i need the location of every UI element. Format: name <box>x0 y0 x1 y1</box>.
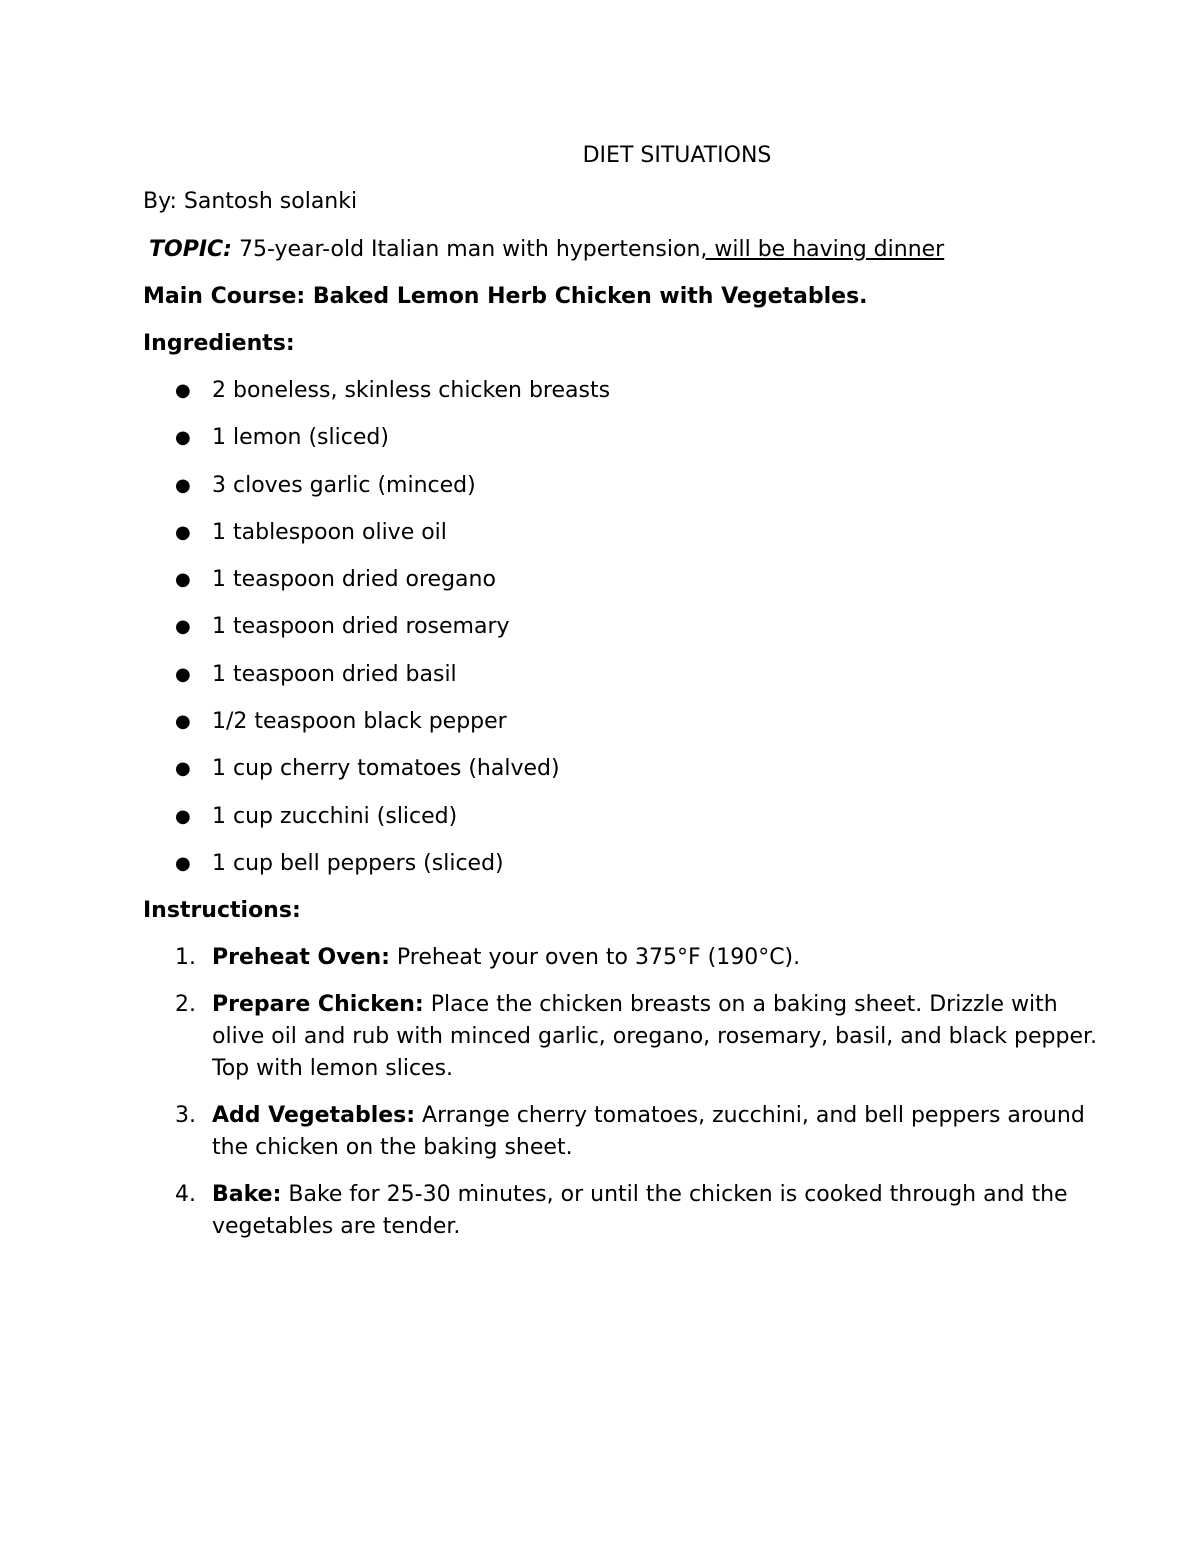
author-line: By: Santosh solanki <box>143 189 358 214</box>
topic-line <box>149 234 944 266</box>
topic-underlined-text: , will be having dinner <box>700 237 945 262</box>
bullet-icon: ● <box>175 521 191 543</box>
bullet-icon: ● <box>175 711 191 733</box>
ingredient-item <box>0 422 610 469</box>
step-number: 1. <box>175 945 196 970</box>
topic-label: TOPIC: <box>149 237 232 262</box>
ingredient-text: 1 cup bell peppers (sliced) <box>212 850 504 876</box>
step-label: Preheat Oven: <box>212 945 390 970</box>
ingredient-item <box>0 375 610 422</box>
instructions-list <box>0 942 1100 1258</box>
ingredient-item <box>0 848 610 895</box>
ingredient-text: 1 tablespoon olive oil <box>212 519 447 545</box>
step-label: Bake: <box>212 1182 282 1207</box>
ingredient-text: 1 teaspoon dried basil <box>212 661 457 687</box>
instructions-heading: Instructions: <box>143 898 301 923</box>
topic-text: 75-year-old Italian man with hypertension <box>231 237 701 262</box>
bullet-icon: ● <box>175 474 191 496</box>
ingredient-item <box>0 611 610 658</box>
ingredient-text: 1 cup cherry tomatoes (halved) <box>212 756 560 782</box>
ingredient-text: 1 teaspoon dried oregano <box>212 567 496 593</box>
step-text: Bake for 25-30 minutes, or until the chicken is cooked through and the vegetables are tender. <box>212 1182 1068 1239</box>
instruction-step <box>0 942 1100 974</box>
main-course-heading: Main Course: Baked Lemon Herb Chicken with Vegetables. <box>143 284 868 309</box>
bullet-icon: ● <box>175 380 191 401</box>
step-text: Place the chicken breasts on a baking sheet. Drizzle with olive oil and rub with minced garlic, oregano, rosemary, basil, and black pepper. Top with lemon slices. <box>212 992 1098 1081</box>
ingredient-item <box>0 706 610 753</box>
ingredient-text: 2 boneless, skinless chicken breasts <box>212 378 611 403</box>
step-text: Preheat your oven to 375°F (190°C). <box>389 945 801 970</box>
ingredient-text: 1 teaspoon dried rosemary <box>212 614 510 640</box>
instruction-step <box>0 1179 1100 1243</box>
ingredient-item <box>0 564 610 611</box>
step-label: Prepare Chicken: <box>212 992 424 1017</box>
step-number: 3. <box>175 1103 196 1128</box>
ingredient-text: 1 cup zucchini (sliced) <box>212 803 458 829</box>
instruction-step <box>0 1100 1100 1164</box>
document-title: DIET SITUATIONS <box>582 143 772 168</box>
ingredient-item <box>0 801 610 848</box>
ingredients-heading: Ingredients: <box>143 331 295 356</box>
ingredient-text: 1/2 teaspoon black pepper <box>212 709 507 735</box>
ingredient-item <box>0 753 610 800</box>
ingredient-item <box>0 470 610 517</box>
bullet-icon: ● <box>175 758 191 780</box>
bullet-icon: ● <box>175 569 191 591</box>
bullet-icon: ● <box>175 805 191 827</box>
bullet-icon: ● <box>175 663 191 685</box>
step-number: 2. <box>175 992 196 1017</box>
step-number: 4. <box>175 1182 196 1207</box>
ingredients-list <box>0 375 610 895</box>
ingredient-item <box>0 659 610 706</box>
bullet-icon: ● <box>175 616 191 638</box>
ingredient-text: 3 cloves garlic (minced) <box>212 472 476 498</box>
instruction-step <box>0 989 1100 1085</box>
ingredient-text: 1 lemon (sliced) <box>212 425 389 451</box>
bullet-icon: ● <box>175 852 191 874</box>
bullet-icon: ● <box>175 427 191 449</box>
step-label: Add Vegetables: <box>212 1103 416 1128</box>
ingredient-item <box>0 517 610 564</box>
step-text: Arrange cherry tomatoes, zucchini, and bell peppers around the chicken on the baking sheet. <box>212 1103 1085 1160</box>
